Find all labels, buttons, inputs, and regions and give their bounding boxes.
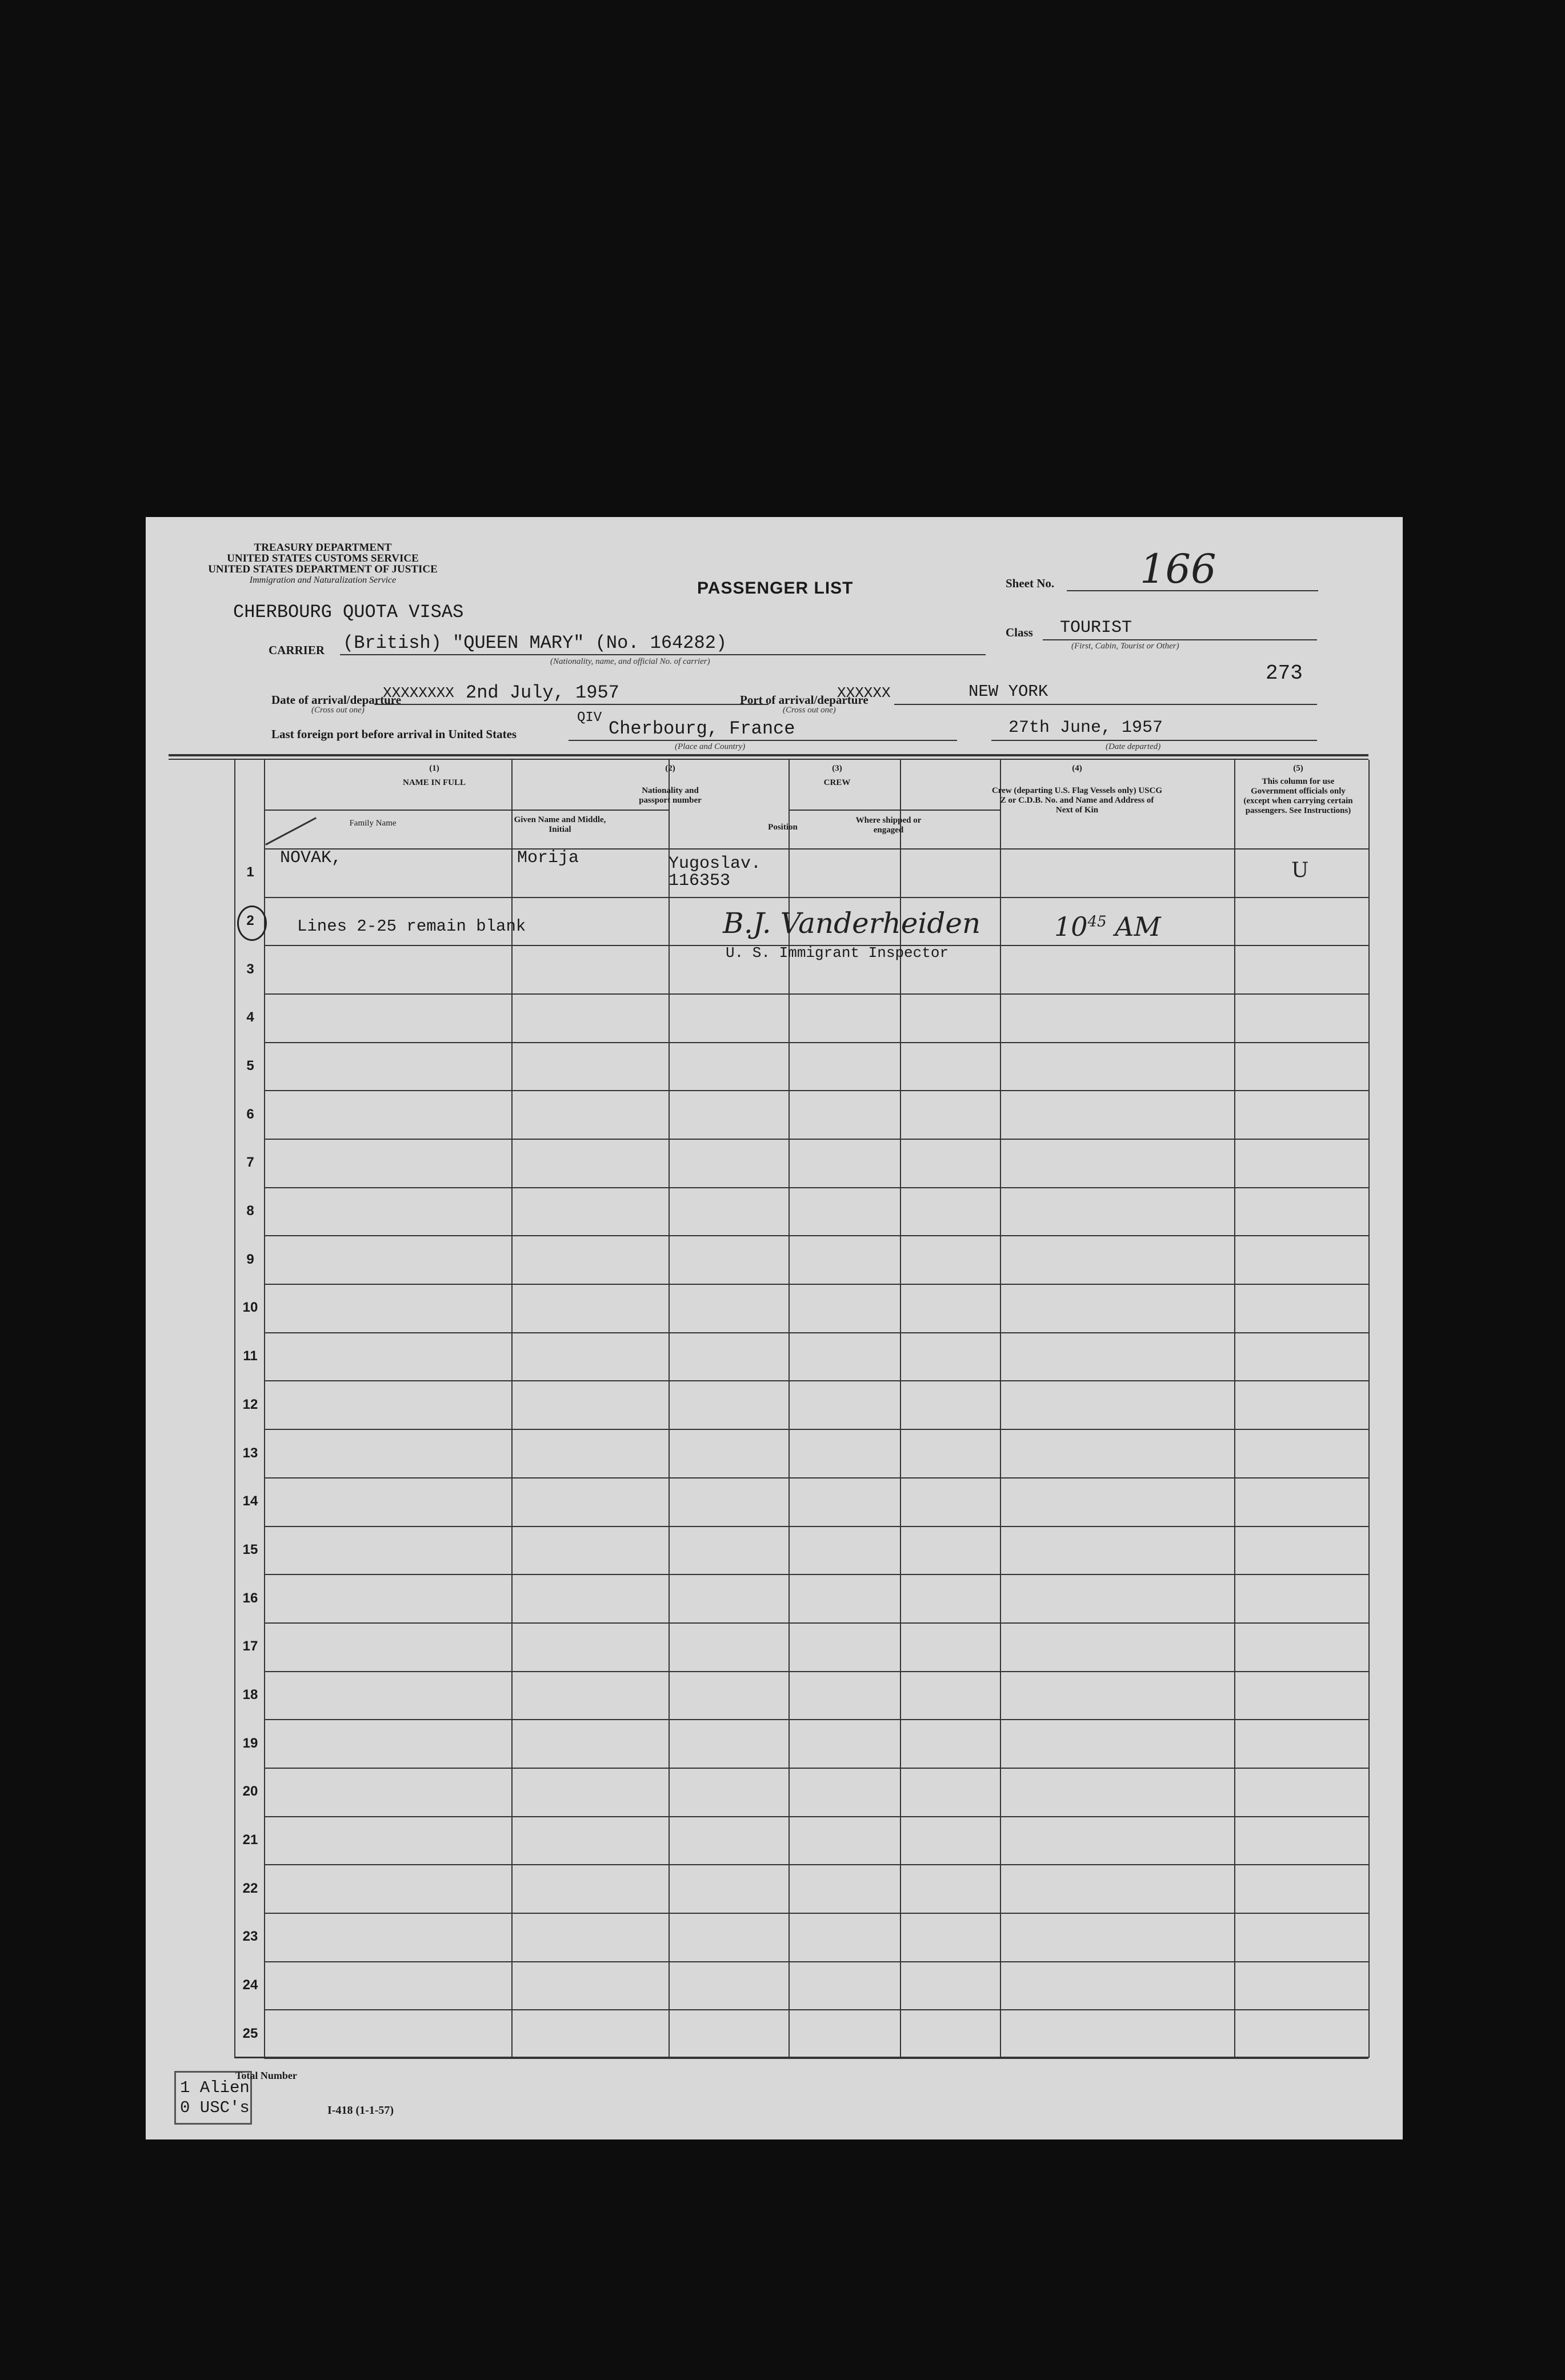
column-rule bbox=[511, 760, 513, 2058]
row-number: 18 bbox=[242, 1686, 258, 1702]
last-port-value: Cherbourg, France bbox=[609, 718, 795, 739]
last-port-underline bbox=[569, 740, 957, 741]
sheet-number: 166 bbox=[1140, 546, 1216, 592]
class-value: TOURIST bbox=[1060, 618, 1132, 638]
row-rule bbox=[264, 1380, 1368, 1381]
port-label: Port of arrival/departure bbox=[740, 693, 868, 707]
date-departed-underline bbox=[991, 740, 1317, 741]
row-rule bbox=[264, 1816, 1368, 1817]
col5-header: (5) This column for use Government officials only (except when carrying certain passengers. See Instructions) bbox=[1243, 764, 1353, 815]
column-rule bbox=[264, 760, 265, 2058]
row-number: 9 bbox=[246, 1251, 254, 1267]
passenger-list-sheet bbox=[146, 517, 1403, 2139]
row-rule bbox=[264, 1139, 1368, 1140]
row-number: 8 bbox=[246, 1203, 254, 1219]
given-name-header: Given Name and Middle, Initial bbox=[514, 815, 606, 834]
row-rule bbox=[264, 2009, 1368, 2010]
row-rule bbox=[264, 1477, 1368, 1479]
row-number: 12 bbox=[242, 1396, 258, 1412]
position-header: Position bbox=[768, 823, 798, 832]
row-number: 5 bbox=[246, 1058, 254, 1074]
last-port-label: Last foreign port before arrival in United States bbox=[271, 727, 517, 741]
date-struck: XXXXXXXX bbox=[383, 684, 454, 702]
row-number: 15 bbox=[242, 1541, 258, 1557]
row-rule bbox=[264, 1574, 1368, 1575]
class-underline bbox=[1043, 639, 1317, 640]
row-number: 6 bbox=[246, 1106, 254, 1122]
agency-header bbox=[163, 542, 483, 586]
row-rule bbox=[264, 1961, 1368, 1962]
class-caption: (First, Cabin, Tourist or Other) bbox=[1071, 642, 1179, 651]
row-number: 24 bbox=[242, 1977, 258, 1993]
row-number: 7 bbox=[246, 1155, 254, 1171]
row-number: 19 bbox=[242, 1735, 258, 1751]
column-rule bbox=[1234, 760, 1235, 2058]
row-number: 1 bbox=[246, 864, 254, 880]
inspector-time: $10^{45}$ AM bbox=[1054, 911, 1161, 942]
entry-family-name: NOVAK, bbox=[280, 848, 342, 868]
row-number: 21 bbox=[242, 1832, 258, 1848]
quota-stamp: CHERBOURG QUOTA VISAS bbox=[233, 602, 464, 623]
entry-given-name: Morija bbox=[517, 848, 579, 868]
row-rule bbox=[264, 1042, 1368, 1043]
page-number: 273 bbox=[1266, 662, 1303, 685]
table-top-rule bbox=[169, 754, 1368, 756]
where-shipped-header: Where shipped or engaged bbox=[855, 816, 922, 835]
column-rule bbox=[669, 760, 670, 2058]
entry-passport: 116353 bbox=[669, 871, 731, 891]
row-rule bbox=[264, 897, 1368, 898]
date-value: 2nd July, 1957 bbox=[466, 682, 619, 703]
row-rule bbox=[264, 1526, 1368, 1527]
row-rule bbox=[264, 848, 1368, 850]
carrier-label: CARRIER bbox=[269, 643, 325, 657]
row-rule bbox=[264, 1090, 1368, 1091]
last-port-annotation: QIV bbox=[577, 710, 602, 726]
subheader-rule bbox=[264, 810, 669, 811]
date-caption: (Cross out one) bbox=[311, 706, 365, 715]
entry-mark: U bbox=[1291, 859, 1309, 882]
last-port-caption: (Place and Country) bbox=[675, 742, 746, 751]
row-rule bbox=[264, 993, 1368, 995]
class-label: Class bbox=[1006, 626, 1033, 639]
agency-line-4: Immigration and Naturalization Service bbox=[249, 575, 397, 585]
carrier-value: (British) "QUEEN MARY" (No. 164282) bbox=[343, 632, 727, 654]
row-number: 4 bbox=[246, 1009, 254, 1025]
row-rule bbox=[264, 1719, 1368, 1720]
inspector-signature: B.J. Vanderheiden bbox=[723, 907, 981, 940]
total-uscs: 0 USC's bbox=[180, 2098, 250, 2117]
row-number: 14 bbox=[242, 1493, 258, 1509]
row-number: 20 bbox=[242, 1784, 258, 1800]
total-aliens: 1 Alien bbox=[180, 2078, 250, 2097]
sheet-label: Sheet No. bbox=[1006, 576, 1055, 590]
row-rule bbox=[264, 1332, 1368, 1333]
port-value: NEW YORK bbox=[968, 682, 1048, 701]
column-rule bbox=[1000, 760, 1001, 2058]
date-underline bbox=[374, 704, 769, 705]
row-number: 10 bbox=[242, 1300, 258, 1316]
row-number: 25 bbox=[242, 2025, 258, 2041]
col1-header: (1) NAME IN FULL bbox=[402, 764, 466, 787]
form-id: I-418 (1-1-57) bbox=[327, 2104, 394, 2117]
row-rule bbox=[264, 1235, 1368, 1236]
blank-lines-note: Lines 2-25 remain blank bbox=[297, 917, 526, 936]
row-number: 11 bbox=[243, 1348, 258, 1364]
row-rule bbox=[264, 1671, 1368, 1672]
entry-nationality: Yugoslav. bbox=[669, 854, 762, 874]
inspector-title: U. S. Immigrant Inspector bbox=[726, 944, 949, 961]
port-struck: XXXXXX bbox=[837, 684, 891, 702]
date-departed-value: 27th June, 1957 bbox=[1008, 718, 1163, 738]
family-name-header: Family Name bbox=[349, 819, 397, 828]
row-rule bbox=[264, 1913, 1368, 1914]
col2-header: (2) Nationality and passport number bbox=[639, 764, 702, 805]
row-rule bbox=[264, 1429, 1368, 1430]
row-rule bbox=[264, 2058, 1368, 2059]
row-number: 3 bbox=[246, 961, 254, 977]
date-label: Date of arrival/departure bbox=[271, 693, 402, 707]
carrier-underline bbox=[340, 654, 986, 655]
table-top-rule-2 bbox=[169, 759, 1368, 760]
row-number: 23 bbox=[242, 1929, 258, 1945]
column-rule bbox=[234, 760, 235, 2058]
row-rule bbox=[264, 1864, 1368, 1865]
row-2-circle bbox=[237, 905, 267, 941]
agency-line-2: UNITED STATES CUSTOMS SERVICE bbox=[227, 552, 419, 564]
page-title: PASSENGER LIST bbox=[697, 579, 854, 598]
port-caption: (Cross out one) bbox=[783, 706, 836, 715]
row-number: 22 bbox=[242, 1880, 258, 1896]
row-rule bbox=[264, 1768, 1368, 1769]
row-rule bbox=[264, 1284, 1368, 1285]
row-rule bbox=[264, 1187, 1368, 1188]
column-rule bbox=[1368, 760, 1370, 2058]
row-number: 13 bbox=[242, 1445, 258, 1461]
agency-line-1: TREASURY DEPARTMENT bbox=[254, 542, 392, 554]
port-underline bbox=[894, 704, 1317, 705]
row-number: 17 bbox=[242, 1638, 258, 1654]
total-label: Total Number bbox=[235, 2070, 297, 2081]
carrier-caption: (Nationality, name, and official No. of carrier) bbox=[550, 657, 710, 666]
row-rule bbox=[264, 1622, 1368, 1624]
col4-header: (4) Crew (departing U.S. Flag Vessels only) USCG Z or C.D.B. No. and Name and Address of Next of Kin bbox=[991, 764, 1163, 815]
row-number: 2 bbox=[246, 913, 254, 929]
date-departed-caption: (Date departed) bbox=[1106, 742, 1161, 751]
row-number: 16 bbox=[242, 1590, 258, 1606]
col3-header: (3) CREW bbox=[823, 764, 851, 787]
agency-line-3: UNITED STATES DEPARTMENT OF JUSTICE bbox=[208, 563, 438, 575]
